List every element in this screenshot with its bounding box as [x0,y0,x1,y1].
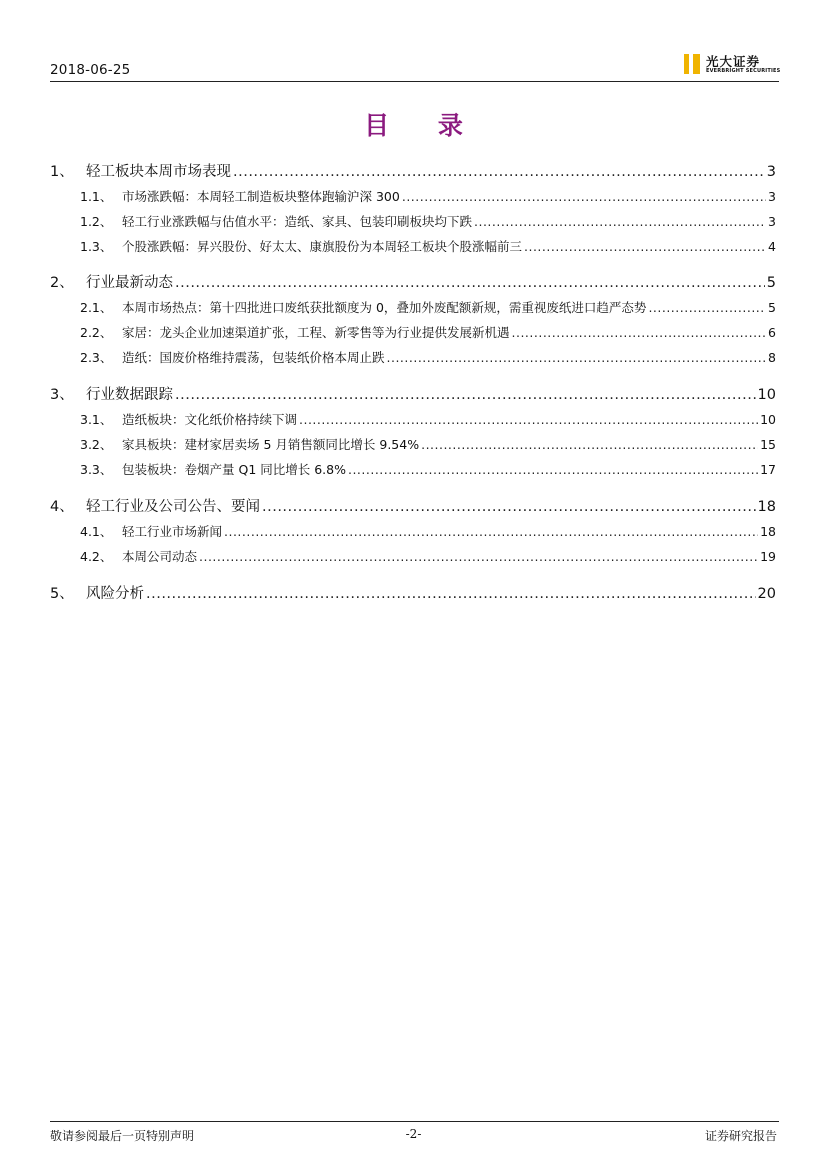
toc-entry-title[interactable]: 家居：龙头企业加速渠道扩张，工程、新零售等为行业提供发展新机遇 [122,325,510,340]
toc-entry-title[interactable]: 风险分析 [86,586,144,602]
toc-entry-number: 3.2、 [80,437,113,452]
report-date: 2018-06-25 [50,62,131,78]
toc-entry-page[interactable]: 3 [766,164,776,180]
toc-dot-leader [233,164,765,180]
toc-dot-leader [175,387,756,403]
logo-english-name: EVERBRIGHT SECURITIES [706,68,781,74]
footer-page-number: -2- [405,1127,422,1141]
toc-entry-number: 3.3、 [80,462,113,477]
toc-entry-title[interactable]: 轻工行业涨跌幅与估值水平：造纸、家具、包装印刷板块均下跌 [122,214,473,229]
toc-entry[interactable] [80,323,776,341]
toc-entry-title[interactable]: 行业最新动态 [86,275,173,291]
toc-entry[interactable] [50,495,776,516]
footer-doc-type: 证券研究报告 [704,1129,777,1143]
toc-entry[interactable] [50,383,776,404]
toc-entry[interactable] [80,435,776,453]
toc-entry-page[interactable]: 18 [757,499,776,515]
toc-dot-leader [387,350,767,365]
toc-entry-title[interactable]: 轻工行业市场新闻 [122,524,223,539]
toc-entry-page[interactable]: 17 [760,462,776,477]
toc-entry-page[interactable]: 18 [760,524,776,539]
toc-entry-title[interactable]: 本周市场热点：第十四批进口废纸获批额度为 0，叠加外废配额新规，需重视废纸进口趋严态势 [122,300,647,315]
toc-entry-title[interactable]: 造纸：国废价格维持震荡，包装纸价格本周止跌 [122,350,385,365]
toc-entry[interactable] [80,298,776,316]
toc-entry-page[interactable]: 6 [768,325,776,340]
toc-dot-leader [474,214,766,229]
toc-entry[interactable] [80,212,776,230]
toc-entry[interactable] [80,522,776,540]
toc-entry-number: 4.2、 [80,549,113,564]
toc-entry-number: 1.3、 [80,239,113,254]
toc-entry-page[interactable]: 15 [760,437,776,452]
toc-entry-title[interactable]: 包装板块：卷烟产量 Q1 同比增长 6.8% [122,462,346,477]
header-divider [50,81,779,82]
toc-entry[interactable] [50,160,776,181]
toc-dot-leader [402,189,766,204]
toc-title: 目 录 [364,111,483,140]
toc-entry-number: 2.2、 [80,325,113,340]
toc-dot-leader [224,524,758,539]
toc-dot-leader [146,586,756,602]
footer-divider [50,1121,779,1122]
toc-entry-page[interactable]: 5 [768,300,776,315]
toc-entry[interactable] [80,460,776,478]
toc-entry-title[interactable]: 个股涨跌幅：昇兴股份、好太太、康旗股份为本周轻工板块个股涨幅前三 [122,239,523,254]
toc-entry-page[interactable]: 8 [768,350,776,365]
toc-entry[interactable] [50,271,776,292]
toc-entry-page[interactable]: 10 [760,412,776,427]
toc-entry-title[interactable]: 轻工行业及公司公告、要闻 [86,499,260,515]
toc-dot-leader [524,239,766,254]
toc-entry-number: 1、 [50,164,74,180]
toc-dot-leader [175,275,765,291]
toc-dot-leader [348,462,758,477]
toc-entry-number: 3、 [50,387,74,403]
toc-entry-number: 1.1、 [80,189,113,204]
toc-entry[interactable] [80,410,776,428]
toc-entry-number: 5、 [50,586,74,602]
toc-entry-page[interactable]: 20 [757,586,776,602]
toc-entry[interactable] [50,582,776,603]
toc-entry-number: 2、 [50,275,74,291]
toc-entry-title[interactable]: 市场涨跌幅：本周轻工制造板块整体跑输沪深 300 [122,189,400,204]
company-logo [684,52,780,78]
toc-entry-page[interactable]: 3 [768,189,776,204]
toc-entry-number: 4.1、 [80,524,113,539]
toc-dot-leader [199,549,758,564]
toc-entry-number: 1.2、 [80,214,113,229]
toc-entry-number: 4、 [50,499,74,515]
toc-dot-leader [512,325,767,340]
toc-entry[interactable] [80,547,776,565]
footer-disclaimer: 敬请参阅最后一页特别声明 [50,1129,195,1143]
toc-dot-leader [262,499,756,515]
toc-dot-leader [421,437,758,452]
logo-chinese-name: 光大证券 [706,54,761,69]
toc-entry-page[interactable]: 5 [766,275,776,291]
toc-dot-leader [648,300,766,315]
toc-dot-leader [299,412,758,427]
logo-mark-icon [684,54,700,74]
toc-entry-number: 2.1、 [80,300,113,315]
toc-entry[interactable] [80,348,776,366]
toc-entry-page[interactable]: 3 [768,214,776,229]
toc-entry[interactable] [80,237,776,255]
toc-entry-title[interactable]: 家具板块：建材家居卖场 5 月销售额同比增长 9.54% [122,437,420,452]
toc-entry-number: 3.1、 [80,412,113,427]
toc-entry-title[interactable]: 造纸板块：文化纸价格持续下调 [122,412,298,427]
toc-entry-page[interactable]: 10 [757,387,776,403]
toc-entry-title[interactable]: 本周公司动态 [122,549,198,564]
toc-entry-title[interactable]: 轻工板块本周市场表现 [86,164,231,180]
toc-entry[interactable] [80,187,776,205]
toc-entry-page[interactable]: 19 [760,549,776,564]
toc-entry-number: 2.3、 [80,350,113,365]
toc-entry-page[interactable]: 4 [768,239,776,254]
toc-entry-title[interactable]: 行业数据跟踪 [86,387,173,403]
